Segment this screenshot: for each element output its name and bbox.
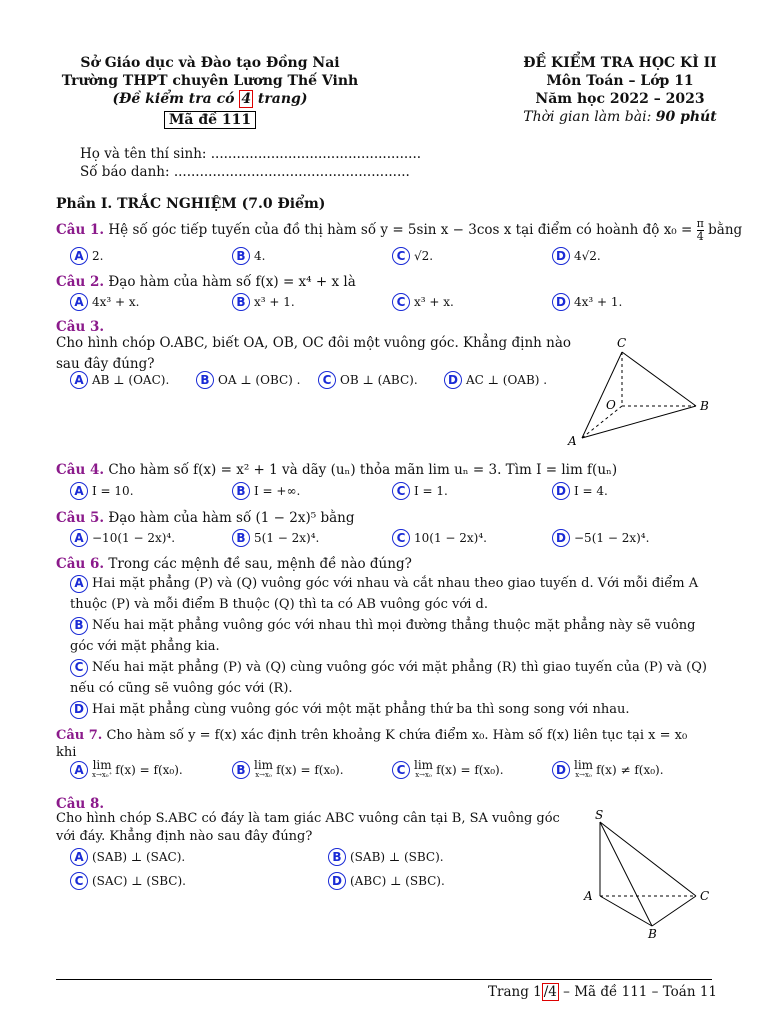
q3-option-b[interactable]: B OA ⊥ (OBC) . bbox=[196, 371, 300, 389]
q8-option-d[interactable]: D (ABC) ⊥ (SBC). bbox=[328, 872, 445, 890]
label-a: A bbox=[584, 889, 593, 903]
q2-option-b[interactable]: B x³ + 1. bbox=[232, 293, 295, 311]
q7-option-b[interactable]: B lim x→x₀ f(x) = f(x₀). bbox=[232, 760, 344, 780]
pyramid-sabc-figure bbox=[578, 806, 718, 942]
section-title: Phần I. TRẮC NGHIỆM (7.0 Điểm) bbox=[56, 196, 326, 212]
q5-option-a[interactable]: A −10(1 − 2x)⁴. bbox=[70, 529, 175, 547]
q6-option-d[interactable]: D Hai mặt phẳng cùng vuông góc với một mặt phẳng thứ ba thì song song với nhau. bbox=[70, 699, 720, 720]
q3-option-d[interactable]: D AC ⊥ (OAB) . bbox=[444, 371, 547, 389]
q1-option-d[interactable]: D 4√2. bbox=[552, 247, 601, 265]
q1-option-b[interactable]: B 4. bbox=[232, 247, 265, 265]
q2-option-d[interactable]: D 4x³ + 1. bbox=[552, 293, 622, 311]
q8-option-c[interactable]: C (SAC) ⊥ (SBC). bbox=[70, 872, 186, 890]
q4-option-b[interactable]: B I = +∞. bbox=[232, 482, 300, 500]
candidate-id-field: Số báo danh: ....................................................... bbox=[80, 164, 410, 180]
q1-option-a[interactable]: A 2. bbox=[70, 247, 103, 265]
label-s: S bbox=[595, 808, 604, 822]
time-limit: Thời gian làm bài: 90 phút bbox=[523, 109, 717, 125]
question-2: Câu 2. Đạo hàm của hàm số f(x) = x⁴ + x là bbox=[56, 274, 356, 290]
q2-option-a[interactable]: A 4x³ + x. bbox=[70, 293, 139, 311]
question-5: Câu 5. Đạo hàm của hàm số (1 − 2x)⁵ bằng bbox=[56, 510, 355, 526]
q6-option-c[interactable]: C Nếu hai mặt phẳng (P) và (Q) cùng vuông góc với mặt phẳng (R) thì giao tuyến của (P) và (Q) nếu có cũng sẽ vuông góc với (R). bbox=[70, 660, 707, 696]
q4-option-c[interactable]: C I = 1. bbox=[392, 482, 448, 500]
q1-option-c[interactable]: C √2. bbox=[392, 247, 433, 265]
edge-bc bbox=[652, 896, 696, 926]
question-3-label: Câu 3. bbox=[56, 319, 105, 335]
q4-option-a[interactable]: A I = 10. bbox=[70, 482, 134, 500]
q5-option-d[interactable]: D −5(1 − 2x)⁴. bbox=[552, 529, 649, 547]
q8-option-b[interactable]: B (SAB) ⊥ (SBC). bbox=[328, 848, 444, 866]
header-right bbox=[520, 54, 720, 126]
edge-sc bbox=[600, 822, 696, 896]
label-a: A bbox=[568, 434, 577, 448]
page-count-note: (Đề kiểm tra có 4 trang) bbox=[112, 91, 308, 107]
q5-option-b[interactable]: B 5(1 − 2x)⁴. bbox=[232, 529, 319, 547]
label-o: O bbox=[606, 398, 616, 412]
question-3: Cho hình chóp O.ABC, biết OA, OB, OC đôi một vuông góc. Khẳng định nào sau đây đúng? bbox=[56, 335, 571, 372]
question-8: Cho hình chóp S.ABC có đáy là tam giác ABC vuông cân tại B, SA vuông góc với đáy. Khẳng định nào sau đây đúng? bbox=[56, 811, 560, 844]
edge-sb bbox=[600, 822, 652, 926]
q3-option-a[interactable]: A AB ⊥ (OAC). bbox=[70, 371, 169, 389]
q6-option-a[interactable]: A Hai mặt phẳng (P) và (Q) vuông góc với nhau và cắt nhau theo giao tuyến d. Với mỗi điểm A thuộc (P) và mỗi điểm B thuộc (Q) thì ta có AB vuông góc với d. bbox=[70, 576, 699, 612]
label-b: B bbox=[700, 399, 709, 413]
footer-divider bbox=[56, 979, 712, 980]
label-c: C bbox=[700, 889, 710, 903]
exam-title: ĐỀ KIỂM TRA HỌC KÌ II bbox=[523, 55, 717, 71]
q2-option-c[interactable]: C x³ + x. bbox=[392, 293, 454, 311]
subject: Môn Toán – Lớp 11 bbox=[546, 73, 694, 89]
school-year: Năm học 2022 – 2023 bbox=[535, 91, 705, 107]
department-name: Sở Giáo dục và Đào tạo Đồng Nai bbox=[80, 55, 340, 71]
question-1: Câu 1. Hệ số góc tiếp tuyến của đồ thị hàm số y = 5sin x − 3cos x tại điểm có hoành độ x₀ = $\frac{\pi}{4}$ bằng bbox=[56, 217, 743, 243]
label-b: B bbox=[648, 927, 657, 941]
label-c: C bbox=[617, 336, 627, 350]
question-4: Câu 4. Cho hàm số f(x) = x² + 1 và dãy (uₙ) thỏa mãn lim uₙ = 3. Tìm I = lim f(uₙ) bbox=[56, 462, 618, 478]
page-footer: Trang 1 /4 – Mã đề 111 – Toán 11 bbox=[488, 984, 718, 1000]
q7-option-a[interactable]: A lim x→x₀⁺ f(x) = f(x₀). bbox=[70, 760, 183, 780]
question-8-label: Câu 8. bbox=[56, 796, 105, 812]
edge-ab bbox=[582, 406, 696, 438]
q3-option-c[interactable]: C OB ⊥ (ABC). bbox=[318, 371, 418, 389]
q6-option-b[interactable]: B Nếu hai mặt phẳng vuông góc với nhau thì mọi đường thẳng thuộc mặt phẳng này sẽ vuông góc với mặt phẳng kia. bbox=[70, 618, 696, 654]
question-7: Câu 7. Cho hàm số y = f(x) xác định trên khoảng K chứa điểm x₀. Hàm số f(x) liên tục tại x = x₀ khi bbox=[56, 728, 688, 760]
q4-option-d[interactable]: D I = 4. bbox=[552, 482, 608, 500]
edge-oa bbox=[582, 406, 622, 438]
edge-ca bbox=[582, 352, 622, 438]
q7-option-d[interactable]: D lim x→x₀ f(x) ≠ f(x₀). bbox=[552, 760, 664, 780]
school-name: Trường THPT chuyên Lương Thế Vinh bbox=[61, 73, 359, 89]
q5-option-c[interactable]: C 10(1 − 2x)⁴. bbox=[392, 529, 487, 547]
header-left bbox=[40, 54, 380, 129]
q7-option-c[interactable]: C lim x→x₀ f(x) = f(x₀). bbox=[392, 760, 504, 780]
exam-code: Mã đề 111 bbox=[164, 111, 256, 129]
edge-cb bbox=[622, 352, 696, 406]
pyramid-oabc-figure bbox=[560, 330, 730, 450]
candidate-name-field: Họ và tên thí sinh: ................................................. bbox=[80, 146, 422, 162]
q8-option-a[interactable]: A (SAB) ⊥ (SAC). bbox=[70, 848, 185, 866]
question-6: Câu 6. Trong các mệnh đề sau, mệnh đề nào đúng? bbox=[56, 556, 412, 572]
